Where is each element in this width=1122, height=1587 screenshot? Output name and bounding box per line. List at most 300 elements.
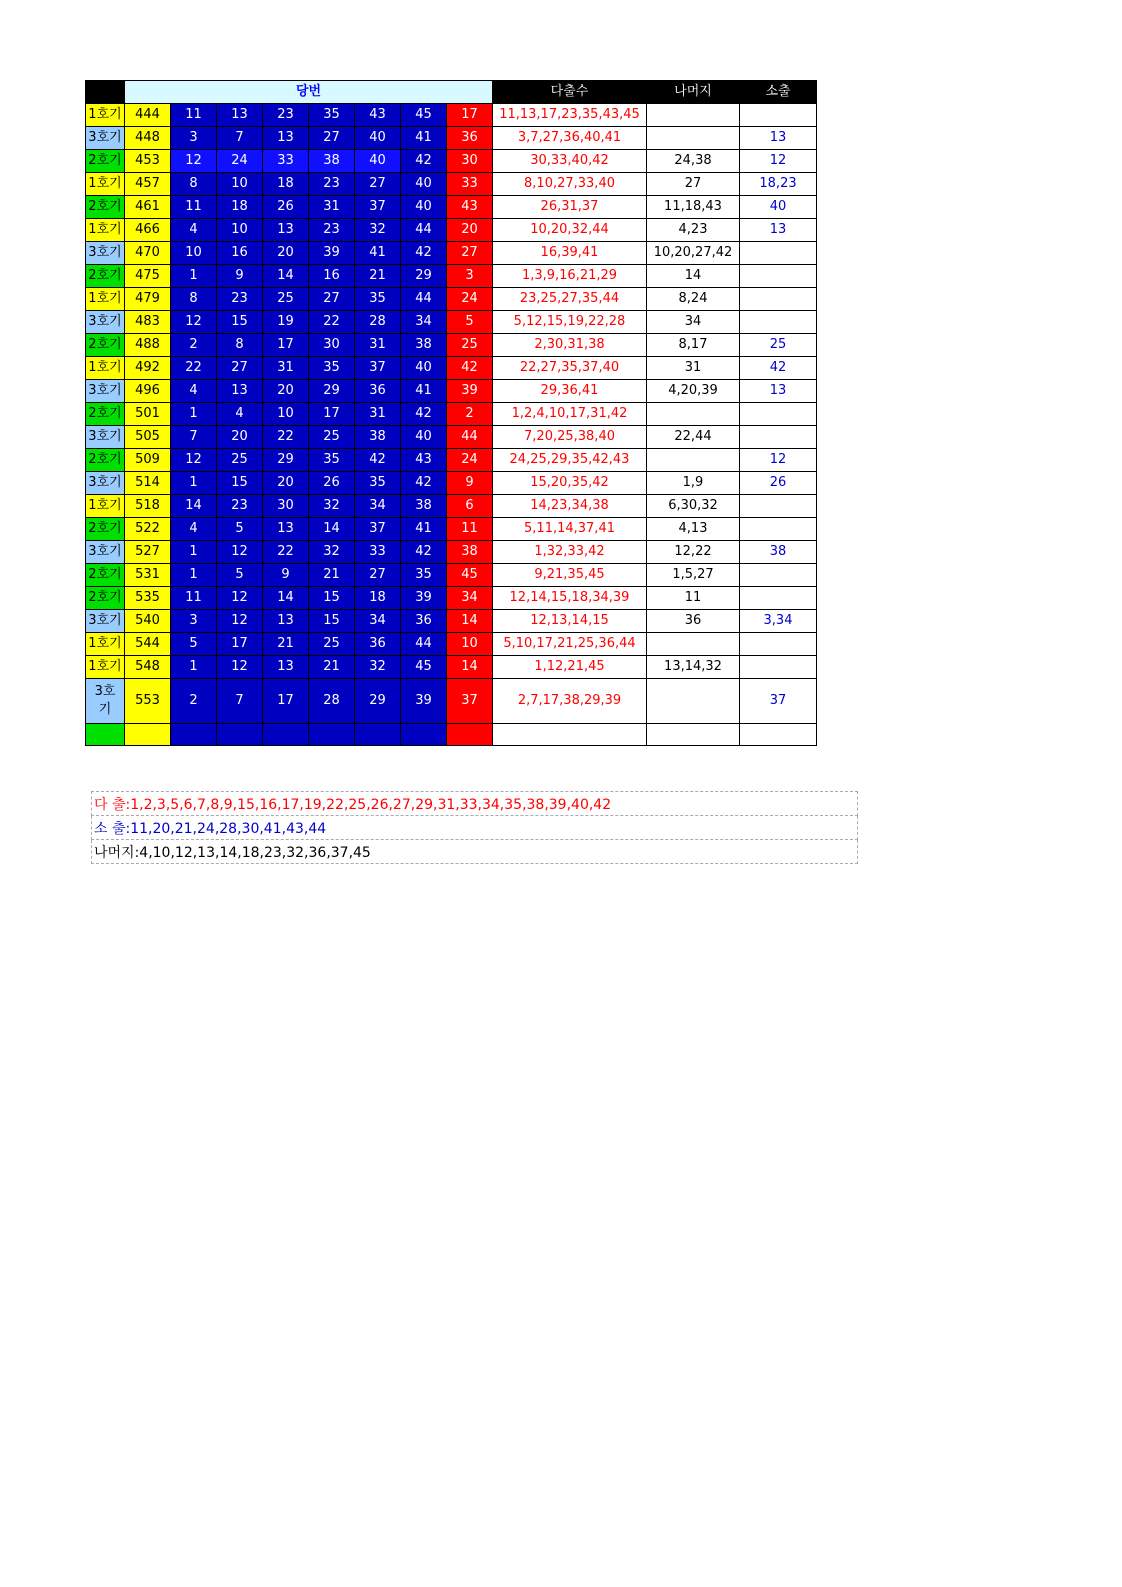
number-cell: 34 [401, 311, 447, 334]
machine-cell: 3호기 [86, 541, 125, 564]
number-cell: 36 [355, 380, 401, 403]
bonus-cell: 27 [447, 242, 493, 265]
number-cell: 31 [263, 357, 309, 380]
header-row [86, 81, 817, 104]
bonus-cell: 42 [447, 357, 493, 380]
number-cell: 42 [401, 541, 447, 564]
number-cell: 39 [401, 587, 447, 610]
number-cell: 12 [171, 311, 217, 334]
number-cell: 17 [309, 403, 355, 426]
number-cell: 32 [309, 495, 355, 518]
round-cell: 475 [125, 265, 171, 288]
number-cell: 17 [263, 334, 309, 357]
number-cell: 38 [401, 334, 447, 357]
number-cell: 26 [309, 472, 355, 495]
round-cell: 535 [125, 587, 171, 610]
machine-cell: 2호기 [86, 196, 125, 219]
table-row [86, 610, 817, 633]
number-cell: 16 [309, 265, 355, 288]
number-cell: 27 [355, 173, 401, 196]
number-cell: 42 [401, 403, 447, 426]
empty-cell [493, 724, 647, 746]
number-cell: 37 [355, 357, 401, 380]
rest-cell: 8,17 [647, 334, 740, 357]
number-cell: 44 [401, 219, 447, 242]
rest-cell: 11,18,43 [647, 196, 740, 219]
many-cell: 9,21,35,45 [493, 564, 647, 587]
number-cell: 20 [217, 426, 263, 449]
number-cell: 5 [217, 564, 263, 587]
round-cell: 518 [125, 495, 171, 518]
few-cell [740, 495, 817, 518]
number-cell: 44 [401, 288, 447, 311]
round-cell: 548 [125, 656, 171, 679]
many-cell: 1,3,9,16,21,29 [493, 265, 647, 288]
number-cell: 41 [355, 242, 401, 265]
bonus-cell: 36 [447, 127, 493, 150]
rest-cell [647, 449, 740, 472]
number-cell: 13 [263, 610, 309, 633]
bonus-cell: 24 [447, 449, 493, 472]
number-cell: 21 [309, 656, 355, 679]
number-cell: 28 [309, 679, 355, 724]
number-cell: 35 [309, 449, 355, 472]
machine-cell: 2호기 [86, 449, 125, 472]
number-cell: 37 [355, 196, 401, 219]
table-row [86, 173, 817, 196]
number-cell: 1 [171, 656, 217, 679]
number-cell: 13 [263, 656, 309, 679]
header-blank-cell [86, 81, 125, 104]
table-row [86, 472, 817, 495]
number-cell: 41 [401, 518, 447, 541]
machine-cell: 3호기 [86, 610, 125, 633]
rest-cell: 36 [647, 610, 740, 633]
table-row [86, 311, 817, 334]
rest-cell: 8,24 [647, 288, 740, 311]
machine-cell: 2호기 [86, 564, 125, 587]
machine-cell: 1호기 [86, 633, 125, 656]
machine-cell: 2호기 [86, 587, 125, 610]
number-cell: 1 [171, 541, 217, 564]
number-cell: 18 [217, 196, 263, 219]
number-cell: 12 [217, 656, 263, 679]
number-cell: 36 [355, 633, 401, 656]
number-cell: 23 [263, 104, 309, 127]
number-cell: 34 [355, 610, 401, 633]
number-cell: 25 [309, 633, 355, 656]
summary-rest: 나머지:4,10,12,13,14,18,23,32,36,37,45 [92, 840, 858, 864]
number-cell: 5 [171, 633, 217, 656]
table-row [86, 564, 817, 587]
many-cell: 16,39,41 [493, 242, 647, 265]
number-cell: 29 [263, 449, 309, 472]
number-cell: 9 [217, 265, 263, 288]
number-cell: 21 [263, 633, 309, 656]
rest-cell [647, 679, 740, 724]
many-cell: 14,23,34,38 [493, 495, 647, 518]
number-cell: 40 [401, 196, 447, 219]
round-cell: 509 [125, 449, 171, 472]
number-cell: 35 [309, 357, 355, 380]
machine-cell: 2호기 [86, 265, 125, 288]
table-row [86, 633, 817, 656]
number-cell: 40 [401, 173, 447, 196]
number-cell: 32 [309, 541, 355, 564]
table-row [86, 380, 817, 403]
empty-cell [263, 724, 309, 746]
bonus-cell: 9 [447, 472, 493, 495]
many-cell: 3,7,27,36,40,41 [493, 127, 647, 150]
number-cell: 25 [309, 426, 355, 449]
bonus-cell: 24 [447, 288, 493, 311]
many-cell: 5,11,14,37,41 [493, 518, 647, 541]
bonus-cell: 38 [447, 541, 493, 564]
number-cell: 29 [355, 679, 401, 724]
number-cell: 39 [401, 679, 447, 724]
bonus-cell: 43 [447, 196, 493, 219]
many-cell: 1,12,21,45 [493, 656, 647, 679]
number-cell: 22 [263, 426, 309, 449]
number-cell: 13 [263, 127, 309, 150]
number-cell: 25 [217, 449, 263, 472]
rest-cell: 4,20,39 [647, 380, 740, 403]
number-cell: 22 [171, 357, 217, 380]
many-cell: 1,2,4,10,17,31,42 [493, 403, 647, 426]
few-cell: 12 [740, 449, 817, 472]
number-cell: 14 [171, 495, 217, 518]
empty-cell [86, 724, 125, 746]
many-cell: 15,20,35,42 [493, 472, 647, 495]
many-cell: 10,20,32,44 [493, 219, 647, 242]
number-cell: 15 [309, 610, 355, 633]
round-cell: 531 [125, 564, 171, 587]
many-cell: 2,7,17,38,29,39 [493, 679, 647, 724]
number-cell: 42 [401, 472, 447, 495]
bonus-cell: 39 [447, 380, 493, 403]
bonus-cell: 33 [447, 173, 493, 196]
empty-cell [740, 724, 817, 746]
number-cell: 45 [401, 656, 447, 679]
table-row [86, 288, 817, 311]
number-cell: 4 [171, 380, 217, 403]
round-cell: 483 [125, 311, 171, 334]
machine-cell: 2호기 [86, 403, 125, 426]
bonus-cell: 3 [447, 265, 493, 288]
round-cell: 544 [125, 633, 171, 656]
number-cell: 14 [263, 265, 309, 288]
number-cell: 5 [217, 518, 263, 541]
number-cell: 1 [171, 265, 217, 288]
number-cell: 23 [217, 495, 263, 518]
machine-cell: 2호기 [86, 518, 125, 541]
number-cell: 34 [355, 495, 401, 518]
empty-cell [355, 724, 401, 746]
round-cell: 501 [125, 403, 171, 426]
number-cell: 8 [217, 334, 263, 357]
few-cell: 25 [740, 334, 817, 357]
number-cell: 10 [217, 173, 263, 196]
round-cell: 505 [125, 426, 171, 449]
number-cell: 14 [309, 518, 355, 541]
bonus-cell: 45 [447, 564, 493, 587]
few-cell: 12 [740, 150, 817, 173]
few-cell: 3,34 [740, 610, 817, 633]
number-cell: 20 [263, 242, 309, 265]
number-cell: 17 [263, 679, 309, 724]
summary-box [91, 791, 858, 864]
many-cell: 12,14,15,18,34,39 [493, 587, 647, 610]
number-cell: 21 [309, 564, 355, 587]
number-cell: 38 [401, 495, 447, 518]
number-cell: 10 [217, 219, 263, 242]
few-cell: 38 [740, 541, 817, 564]
number-cell: 20 [263, 380, 309, 403]
few-cell: 40 [740, 196, 817, 219]
table-row [86, 150, 817, 173]
number-cell: 8 [171, 288, 217, 311]
rest-cell [647, 403, 740, 426]
few-cell [740, 311, 817, 334]
number-cell: 15 [217, 472, 263, 495]
few-cell [740, 288, 817, 311]
bonus-cell: 14 [447, 656, 493, 679]
rest-cell: 4,13 [647, 518, 740, 541]
number-cell: 10 [171, 242, 217, 265]
rest-cell: 34 [647, 311, 740, 334]
few-cell: 26 [740, 472, 817, 495]
empty-cell [171, 724, 217, 746]
round-cell: 496 [125, 380, 171, 403]
number-cell: 10 [263, 403, 309, 426]
number-cell: 22 [309, 311, 355, 334]
round-cell: 553 [125, 679, 171, 724]
table-row [86, 656, 817, 679]
machine-cell: 3호기 [86, 426, 125, 449]
number-cell: 11 [171, 587, 217, 610]
number-cell: 14 [263, 587, 309, 610]
table-row [86, 495, 817, 518]
number-cell: 13 [217, 104, 263, 127]
bonus-cell: 17 [447, 104, 493, 127]
few-cell: 13 [740, 380, 817, 403]
number-cell: 42 [401, 150, 447, 173]
rest-cell: 27 [647, 173, 740, 196]
number-cell: 17 [217, 633, 263, 656]
number-cell: 24 [217, 150, 263, 173]
number-cell: 35 [355, 472, 401, 495]
few-cell: 37 [740, 679, 817, 724]
rest-cell: 13,14,32 [647, 656, 740, 679]
number-cell: 35 [309, 104, 355, 127]
number-cell: 7 [217, 679, 263, 724]
table-row [86, 679, 817, 724]
number-cell: 32 [355, 656, 401, 679]
table-row [86, 449, 817, 472]
table-row [86, 265, 817, 288]
rest-cell: 6,30,32 [647, 495, 740, 518]
machine-cell: 1호기 [86, 357, 125, 380]
number-cell: 33 [355, 541, 401, 564]
number-cell: 30 [263, 495, 309, 518]
round-cell: 448 [125, 127, 171, 150]
table-row [86, 518, 817, 541]
few-cell [740, 633, 817, 656]
machine-cell: 3호기 [86, 127, 125, 150]
rest-cell: 31 [647, 357, 740, 380]
machine-cell: 2호기 [86, 334, 125, 357]
round-cell: 514 [125, 472, 171, 495]
few-cell [740, 587, 817, 610]
machine-cell: 3호기 [86, 311, 125, 334]
rest-cell: 11 [647, 587, 740, 610]
number-cell: 27 [355, 564, 401, 587]
table-row [86, 334, 817, 357]
machine-cell: 1호기 [86, 173, 125, 196]
lotto-table [85, 80, 817, 746]
number-cell: 13 [263, 219, 309, 242]
machine-cell: 1호기 [86, 219, 125, 242]
many-cell: 5,10,17,21,25,36,44 [493, 633, 647, 656]
few-cell [740, 426, 817, 449]
machine-cell: 3호기 [86, 242, 125, 265]
number-cell: 12 [217, 587, 263, 610]
round-cell: 479 [125, 288, 171, 311]
empty-cell [647, 724, 740, 746]
number-cell: 4 [171, 518, 217, 541]
bonus-cell: 30 [447, 150, 493, 173]
number-cell: 8 [171, 173, 217, 196]
bonus-cell: 44 [447, 426, 493, 449]
round-cell: 492 [125, 357, 171, 380]
number-cell: 16 [217, 242, 263, 265]
round-cell: 444 [125, 104, 171, 127]
number-cell: 27 [217, 357, 263, 380]
number-cell: 22 [263, 541, 309, 564]
table-row [86, 127, 817, 150]
round-cell: 527 [125, 541, 171, 564]
header-dangbeon: 당번 [125, 81, 493, 104]
few-cell [740, 265, 817, 288]
header-rest: 나머지 [647, 81, 740, 104]
number-cell: 20 [263, 472, 309, 495]
round-cell: 488 [125, 334, 171, 357]
number-cell: 41 [401, 380, 447, 403]
number-cell: 3 [171, 610, 217, 633]
bonus-cell: 14 [447, 610, 493, 633]
machine-cell: 1호기 [86, 495, 125, 518]
number-cell: 37 [355, 518, 401, 541]
few-cell [740, 564, 817, 587]
machine-cell: 1호기 [86, 288, 125, 311]
number-cell: 7 [171, 426, 217, 449]
round-cell: 540 [125, 610, 171, 633]
empty-cell [125, 724, 171, 746]
number-cell: 41 [401, 127, 447, 150]
header-few: 소출 [740, 81, 817, 104]
header-many: 다출수 [493, 81, 647, 104]
table-row [86, 242, 817, 265]
number-cell: 40 [355, 127, 401, 150]
many-cell: 1,32,33,42 [493, 541, 647, 564]
round-cell: 466 [125, 219, 171, 242]
number-cell: 32 [355, 219, 401, 242]
number-cell: 1 [171, 403, 217, 426]
bonus-cell: 5 [447, 311, 493, 334]
round-cell: 457 [125, 173, 171, 196]
table-row [86, 196, 817, 219]
many-cell: 2,30,31,38 [493, 334, 647, 357]
number-cell: 42 [401, 242, 447, 265]
number-cell: 31 [309, 196, 355, 219]
number-cell: 38 [309, 150, 355, 173]
table-row [86, 587, 817, 610]
number-cell: 31 [355, 403, 401, 426]
many-cell: 24,25,29,35,42,43 [493, 449, 647, 472]
number-cell: 15 [217, 311, 263, 334]
table-row [86, 426, 817, 449]
rest-cell: 14 [647, 265, 740, 288]
few-cell [740, 242, 817, 265]
table-row [86, 403, 817, 426]
many-cell: 11,13,17,23,35,43,45 [493, 104, 647, 127]
rest-cell: 12,22 [647, 541, 740, 564]
few-cell: 13 [740, 127, 817, 150]
bonus-cell: 25 [447, 334, 493, 357]
number-cell: 38 [355, 426, 401, 449]
round-cell: 470 [125, 242, 171, 265]
round-cell: 522 [125, 518, 171, 541]
number-cell: 31 [355, 334, 401, 357]
number-cell: 36 [401, 610, 447, 633]
many-cell: 23,25,27,35,44 [493, 288, 647, 311]
bonus-cell: 11 [447, 518, 493, 541]
rest-cell: 1,5,27 [647, 564, 740, 587]
number-cell: 43 [401, 449, 447, 472]
machine-cell: 3호기 [86, 380, 125, 403]
number-cell: 26 [263, 196, 309, 219]
number-cell: 27 [309, 288, 355, 311]
number-cell: 18 [263, 173, 309, 196]
summary-few: 소 출:11,20,21,24,28,30,41,43,44 [92, 816, 858, 840]
few-cell [740, 518, 817, 541]
few-cell [740, 656, 817, 679]
many-cell: 12,13,14,15 [493, 610, 647, 633]
number-cell: 15 [309, 587, 355, 610]
number-cell: 2 [171, 679, 217, 724]
rest-cell: 22,44 [647, 426, 740, 449]
number-cell: 29 [309, 380, 355, 403]
machine-cell: 1호기 [86, 104, 125, 127]
many-cell: 8,10,27,33,40 [493, 173, 647, 196]
number-cell: 25 [263, 288, 309, 311]
rest-cell [647, 633, 740, 656]
empty-cell [447, 724, 493, 746]
rest-cell: 4,23 [647, 219, 740, 242]
bonus-cell: 34 [447, 587, 493, 610]
number-cell: 23 [309, 173, 355, 196]
number-cell: 28 [355, 311, 401, 334]
table-row [86, 104, 817, 127]
number-cell: 42 [355, 449, 401, 472]
number-cell: 43 [355, 104, 401, 127]
number-cell: 27 [309, 127, 355, 150]
number-cell: 9 [263, 564, 309, 587]
table-row [86, 541, 817, 564]
number-cell: 39 [309, 242, 355, 265]
number-cell: 33 [263, 150, 309, 173]
machine-cell: 2호기 [86, 150, 125, 173]
